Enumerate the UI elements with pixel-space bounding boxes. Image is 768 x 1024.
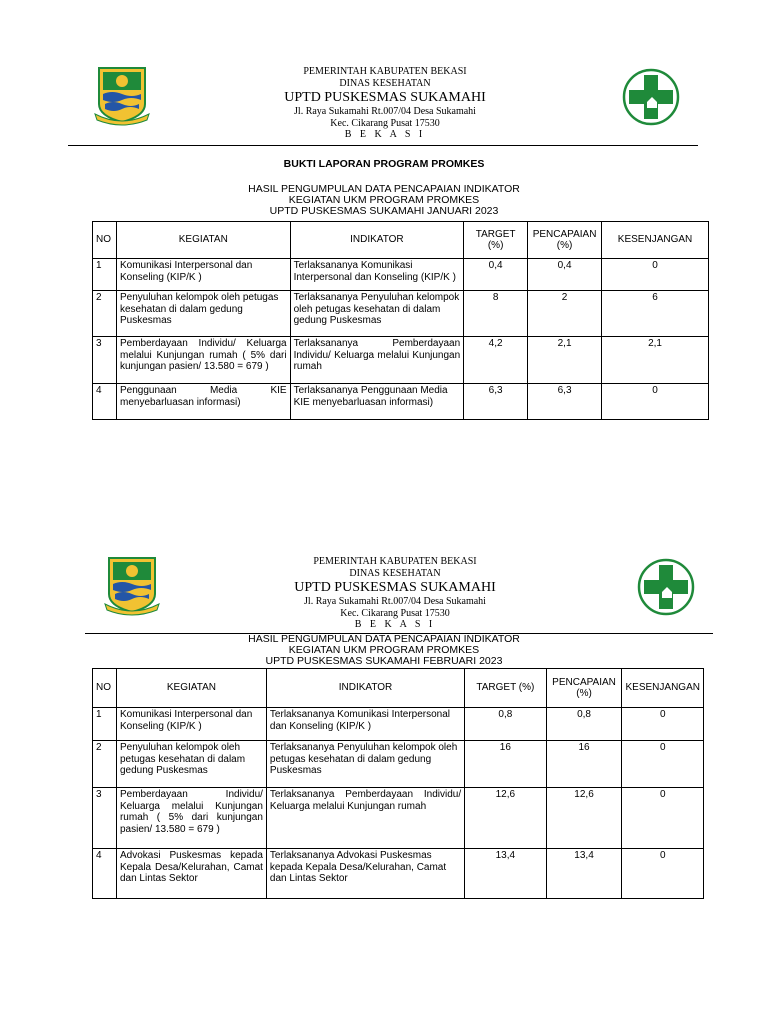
row-indikator: Terlaksananya Pemberdayaan Individu/ Keluarga melalui Kunjungan rumah xyxy=(290,337,464,384)
table-row xyxy=(93,337,709,384)
header-kesenjangan: KESENJANGAN xyxy=(602,222,709,259)
row-no: 3 xyxy=(93,788,117,849)
table-row xyxy=(93,708,704,741)
row-kegiatan: Penggunaan Media KIE menyebarluasan informasi) xyxy=(116,384,290,420)
department-line: DINAS KESEHATAN xyxy=(339,77,431,89)
institution-name: UPTD PUSKESMAS SUKAMAHI xyxy=(284,90,486,105)
row-kesenjangan: 6 xyxy=(602,291,709,337)
letterhead xyxy=(0,58,768,146)
row-indikator: Terlaksananya Komunikasi Interpersonal dan Konseling (KIP/K ) xyxy=(290,259,464,291)
row-kegiatan: Komunikasi Interpersonal dan Konseling (KIP/K ) xyxy=(116,708,266,741)
report-period: UPTD PUSKESMAS SUKAMAHI JANUARI 2023 xyxy=(269,205,499,217)
letterhead-text xyxy=(240,556,550,631)
row-indikator: Terlaksananya Pemberdayaan Individu/ Keluarga melalui Kunjungan rumah xyxy=(266,788,464,849)
report-heading xyxy=(0,184,768,217)
row-indikator: Terlaksananya Komunikasi Interpersonal dan Konseling (KIP/K ) xyxy=(266,708,464,741)
row-no: 1 xyxy=(93,708,117,741)
header-no: NO xyxy=(93,669,117,708)
table-row xyxy=(93,291,709,337)
address-line: Jl. Raya Sukamahi Rt.007/04 Desa Sukamahi xyxy=(294,106,476,117)
row-kesenjangan: 0 xyxy=(622,741,704,788)
row-kegiatan: Advokasi Puskesmas kepada Kepala Desa/Kelurahan, Camat dan Lintas Sektor xyxy=(116,849,266,899)
row-indikator: Terlaksananya Penggunaan Media KIE menyebarluasan informasi) xyxy=(290,384,464,420)
row-pencapaian: 16 xyxy=(546,741,622,788)
report-subtitle: HASIL PENGUMPULAN DATA PENCAPAIAN INDIKATOR xyxy=(248,183,520,195)
row-pencapaian: 2,1 xyxy=(528,337,602,384)
row-kegiatan: Komunikasi Interpersonal dan Konseling (KIP/K ) xyxy=(116,259,290,291)
bekasi-regency-emblem-icon xyxy=(103,554,161,616)
row-no: 1 xyxy=(93,259,117,291)
header-target: TARGET (%) xyxy=(465,669,546,708)
government-line: PEMERINTAH KABUPATEN BEKASI xyxy=(303,66,467,77)
report-period: UPTD PUSKESMAS SUKAMAHI FEBRUARI 2023 xyxy=(265,655,503,667)
department-line: DINAS KESEHATAN xyxy=(349,567,441,579)
report-heading xyxy=(0,634,768,667)
row-pencapaian: 6,3 xyxy=(528,384,602,420)
row-kesenjangan: 0 xyxy=(602,259,709,291)
row-no: 2 xyxy=(93,291,117,337)
row-kegiatan: Pemberdayaan Individu/ Keluarga melalui Kunjungan rumah ( 5% dari kunjungan pasien/ 13.580 = 679 ) xyxy=(116,788,266,849)
row-no: 2 xyxy=(93,741,117,788)
report-subtitle: HASIL PENGUMPULAN DATA PENCAPAIAN INDIKATOR xyxy=(248,633,520,645)
table-row xyxy=(93,259,709,291)
letterhead-divider xyxy=(68,145,698,146)
city-line: B E K A S I xyxy=(354,619,436,630)
row-kegiatan: Penyuluhan kelompok oleh petugas kesehatan di dalam gedung Puskesmas xyxy=(116,291,290,337)
letterhead xyxy=(0,548,768,636)
row-kesenjangan: 0 xyxy=(602,384,709,420)
puskesmas-cross-logo-icon xyxy=(637,556,695,618)
row-target: 13,4 xyxy=(465,849,546,899)
header-kegiatan: KEGIATAN xyxy=(116,669,266,708)
header-pencapaian: PENCAPAIAN (%) xyxy=(546,669,622,708)
header-kesenjangan: KESENJANGAN xyxy=(622,669,704,708)
row-kesenjangan: 2,1 xyxy=(602,337,709,384)
district-line: Kec. Cikarang Pusat 17530 xyxy=(330,117,440,129)
row-kesenjangan: 0 xyxy=(622,708,704,741)
district-line: Kec. Cikarang Pusat 17530 xyxy=(340,607,450,619)
indicator-table xyxy=(92,221,709,420)
puskesmas-cross-logo-icon xyxy=(622,66,680,128)
row-target: 0,8 xyxy=(465,708,546,741)
header-pencapaian: PENCAPAIAN (%) xyxy=(528,222,602,259)
address-line: Jl. Raya Sukamahi Rt.007/04 Desa Sukamahi xyxy=(304,596,486,607)
row-target: 6,3 xyxy=(464,384,528,420)
report-subtitle: KEGIATAN UKM PROGRAM PROMKES xyxy=(288,644,480,656)
bekasi-regency-emblem-icon xyxy=(93,64,151,126)
table-header-row xyxy=(93,669,704,708)
row-indikator: Terlaksananya Advokasi Puskesmas kepada Kepala Desa/Kelurahan, Camat dan Lintas Sektor xyxy=(266,849,464,899)
report-subtitle: KEGIATAN UKM PROGRAM PROMKES xyxy=(288,194,480,206)
table-row xyxy=(93,384,709,420)
header-indikator: INDIKATOR xyxy=(290,222,464,259)
government-line: PEMERINTAH KABUPATEN BEKASI xyxy=(313,556,477,567)
institution-name: UPTD PUSKESMAS SUKAMAHI xyxy=(294,580,496,595)
table-header-row xyxy=(93,222,709,259)
report-january xyxy=(0,58,768,408)
row-kesenjangan: 0 xyxy=(622,788,704,849)
table-row xyxy=(93,849,704,899)
row-pencapaian: 13,4 xyxy=(546,849,622,899)
row-no: 4 xyxy=(93,849,117,899)
header-indikator: INDIKATOR xyxy=(266,669,464,708)
report-february xyxy=(0,548,768,884)
row-target: 8 xyxy=(464,291,528,337)
table-row xyxy=(93,788,704,849)
row-pencapaian: 2 xyxy=(528,291,602,337)
row-target: 4,2 xyxy=(464,337,528,384)
header-target: TARGET (%) xyxy=(464,222,528,259)
row-kesenjangan: 0 xyxy=(622,849,704,899)
header-kegiatan: KEGIATAN xyxy=(116,222,290,259)
row-target: 0,4 xyxy=(464,259,528,291)
row-pencapaian: 0,8 xyxy=(546,708,622,741)
row-target: 12,6 xyxy=(465,788,546,849)
table-row xyxy=(93,741,704,788)
row-no: 3 xyxy=(93,337,117,384)
row-indikator: Terlaksananya Penyuluhan kelompok oleh petugas kesehatan di dalam gedung Puskesmas xyxy=(290,291,464,337)
row-kegiatan: Penyuluhan kelompok oleh petugas kesehatan di dalam gedung Puskesmas xyxy=(116,741,266,788)
row-kegiatan: Pemberdayaan Individu/ Keluarga melalui Kunjungan rumah ( 5% dari kunjungan pasien/ 13.580 = 679 ) xyxy=(116,337,290,384)
row-target: 16 xyxy=(465,741,546,788)
header-no: NO xyxy=(93,222,117,259)
document-title: BUKTI LAPORAN PROGRAM PROMKES xyxy=(283,158,485,170)
city-line: B E K A S I xyxy=(344,129,426,140)
row-indikator: Terlaksananya Penyuluhan kelompok oleh petugas kesehatan di dalam gedung Puskesmas xyxy=(266,741,464,788)
row-pencapaian: 12,6 xyxy=(546,788,622,849)
letterhead-text xyxy=(230,66,540,141)
row-pencapaian: 0,4 xyxy=(528,259,602,291)
indicator-table xyxy=(92,668,704,899)
row-no: 4 xyxy=(93,384,117,420)
